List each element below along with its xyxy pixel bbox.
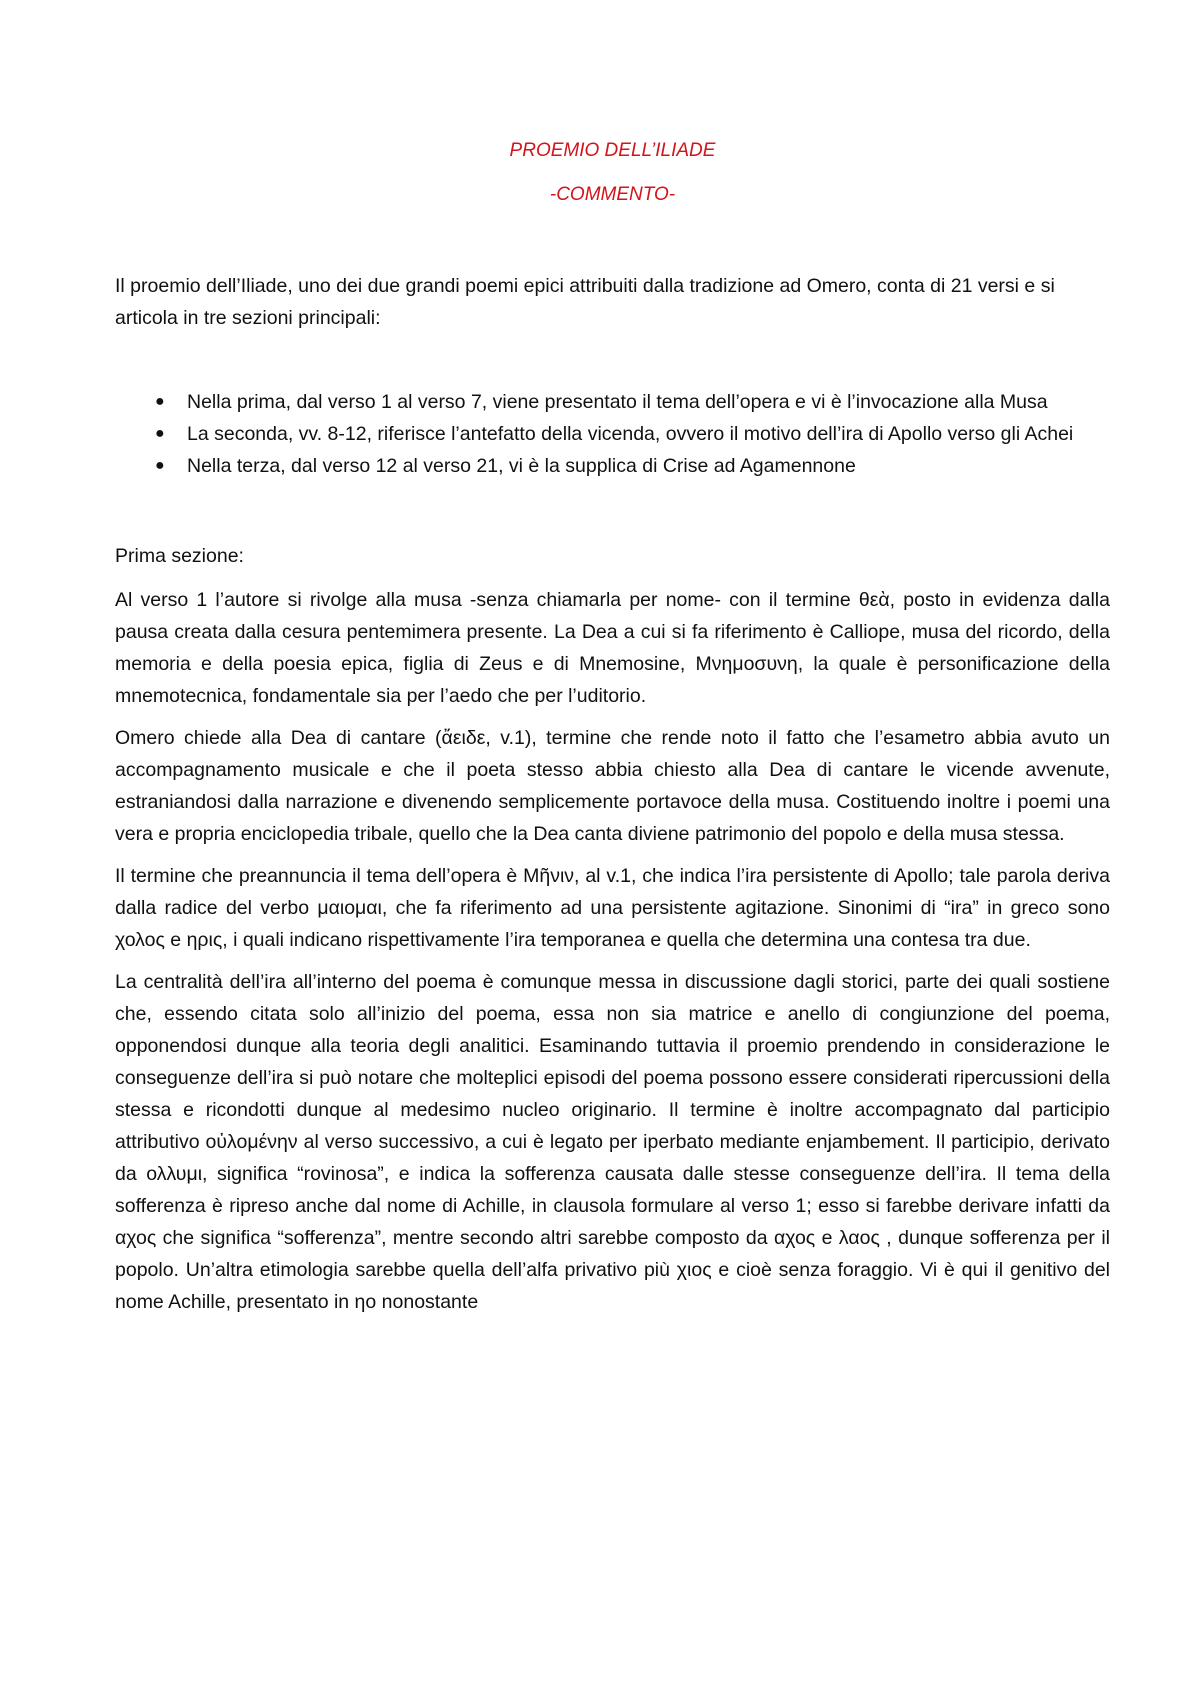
bullet-icon: ● (155, 393, 165, 410)
page-title: PROEMIO DELL’ILIADE (509, 140, 716, 161)
list-item-text: Nella terza, dal verso 12 al verso 21, vi è la supplica di Crise ad Agamennone (187, 455, 856, 477)
list-item (155, 386, 1110, 418)
bullet-icon: ● (155, 457, 165, 474)
list-item-text: Nella prima, dal verso 1 al verso 7, viene presentato il tema dell’opera e vi è l’invocazione alla Musa (187, 391, 1048, 413)
bullet-icon: ● (155, 425, 165, 442)
list-item (155, 418, 1110, 450)
body-paragraph: La centralità dell’ira all’interno del poema è comunque messa in discussione dagli storici, parte dei quali sostiene che, essendo citata solo all’inizio del poema, essa non sia matrice e anello di congiunzione del poema, opponendosi dunque alla teoria degli analitici. Esaminando tuttavia il proemio prendendo in considerazione le conseguenze dell’ira si può notare che molteplici episodi del poema possono essere considerati ripercussioni della stessa e ricondotti dunque al medesimo nucleo originario. Il termine è inoltre accompagnato dal participio attributivo οὐλομένην al verso successivo, a cui è legato per iperbato mediante enjambement. Il participio, derivato da ολλυμι, significa “rovinosa”, e indica la sofferenza causata dalle stesse conseguenze dell’ira. Il tema della sofferenza è ripreso anche dal nome di Achille, in clausola formulare al verso 1; esso si farebbe derivare infatti da αχος che significa “sofferenza”, mentre secondo altri sarebbe composto da αχος e λαος , dunque sofferenza per il popolo. Un’altra etimologia sarebbe quella dell’alfa privativo più χιος e cioè senza foraggio. Vi è qui il genitivo del nome Achille, presentato in ηο nonostante (115, 971, 1110, 1313)
list-item (155, 450, 1110, 482)
list-item-text: La seconda, vv. 8-12, riferisce l’antefatto della vicenda, ovvero il motivo dell’ira di Apollo verso gli Achei (187, 423, 1074, 445)
section-heading: Prima sezione: (115, 545, 244, 567)
body-paragraph: Al verso 1 l’autore si rivolge alla musa -senza chiamarla per nome- con il termine θεὰ, posto in evidenza dalla pausa creata dalla cesura pentemimera presente. La Dea a cui si fa riferimento è Calliope, musa del ricordo, della memoria e della poesia epica, figlia di Zeus e di Mnemosine, Μνημοσυνη, la quale è personificazione della mnemotecnica, fondamentale sia per l’aedo che per l’uditorio. (115, 589, 1110, 707)
body-paragraph: Omero chiede alla Dea di cantare (ἄειδε, v.1), termine che rende noto il fatto che l’esametro abbia avuto un accompagnamento musicale e che il poeta stesso abbia chiesto alla Dea di cantare le vicende avvenute, estraniandosi dalla narrazione e divenendo semplicemente portavoce della musa. Costituendo inoltre i poemi una vera e propria enciclopedia tribale, quello che la Dea canta diviene patrimonio del popolo e della musa stessa. (115, 727, 1110, 845)
page-subtitle: -COMMENTO- (549, 184, 676, 205)
sections-list (115, 386, 1110, 482)
body-paragraph: Il termine che preannuncia il tema dell’opera è Μῆνιν, al v.1, che indica l’ira persistente di Apollo; tale parola deriva dalla radice del verbo μαιομαι, che fa riferimento ad una persistente agitazione. Sinonimi di “ira” in greco sono χολος e ηρις, i quali indicano rispettivamente l’ira temporanea e quella che determina una contesa tra due. (115, 865, 1110, 951)
intro-paragraph: Il proemio dell’Iliade, uno dei due grandi poemi epici attribuiti dalla tradizione ad Omero, conta di 21 versi e si articola in tre sezioni principali: (115, 275, 1055, 329)
